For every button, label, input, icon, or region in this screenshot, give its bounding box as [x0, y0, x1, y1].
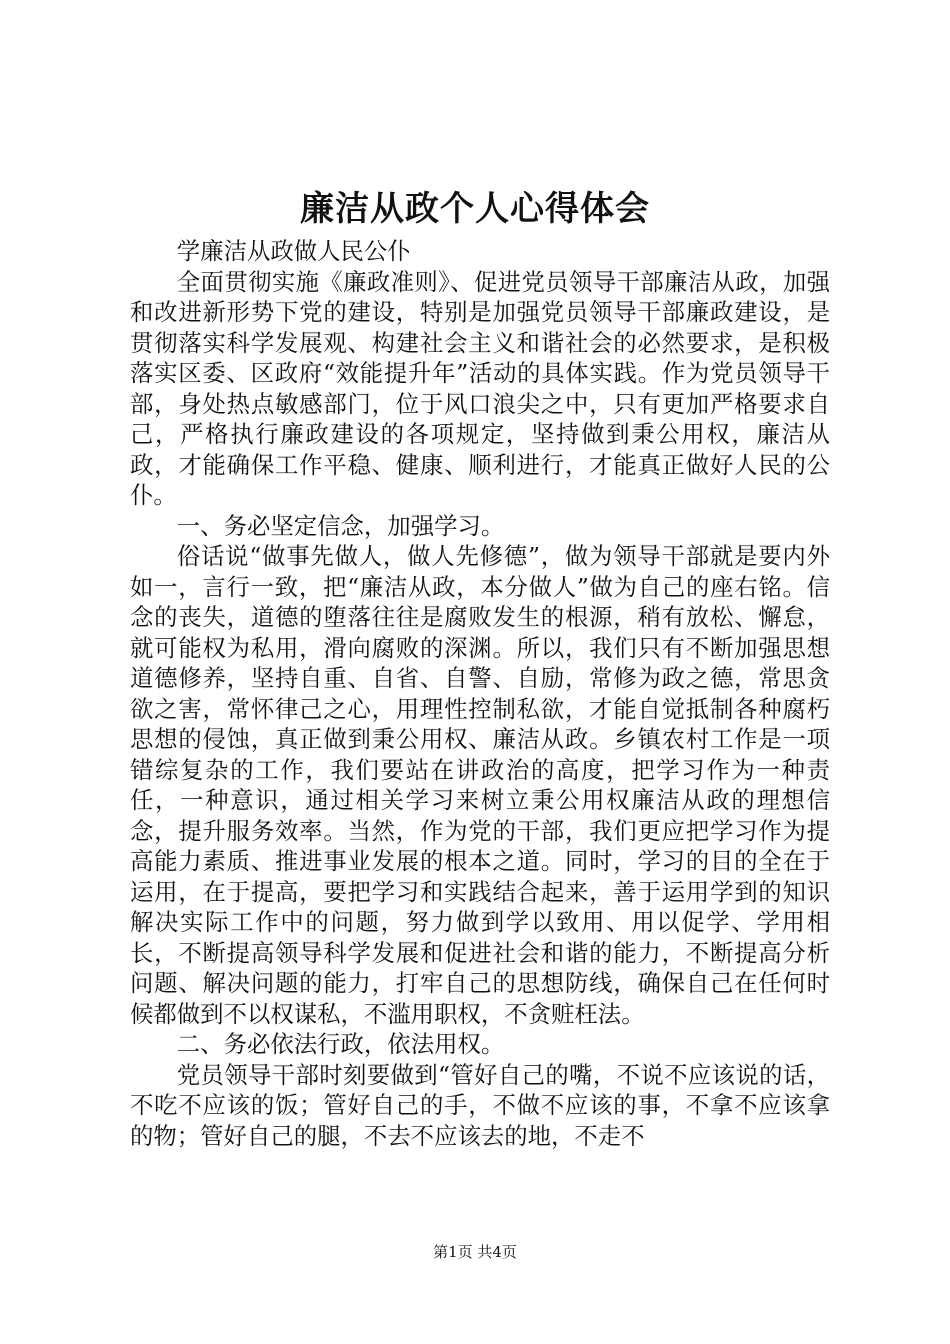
document-body	[130, 236, 830, 1151]
subtitle-paragraph: 学廉洁从政做人民公仆	[176, 237, 411, 265]
intro-paragraph: 全面贯彻实施《廉政准则》、促进党员领导干部廉洁从政，加强和改进新形势下党的建设，特别是加强党员领导干部廉政建设，是贯彻落实科学发展观、构建社会主义和谐社会的必然要求，是积极落实区委、区政府“效能提升年”活动的具体实践。作为党员领导干部，身处热点敏感部门，位于风口浪尖之中，只有更加严格要求自己，严格执行廉政建设的各项规定，坚持做到秉公用权，廉洁从政，才能确保工作平稳、健康、顺利进行，才能真正做好人民的公仆。	[130, 267, 830, 509]
page-footer: 第1页 共4页	[433, 1243, 517, 1261]
section-1-paragraph: 俗话说“做事先做人，做人先修德”，做为领导干部就是要内外如一，言行一致，把“廉洁从政，本分做人”做为自己的座右铭。信念的丧失，道德的堕落往往是腐败发生的根源，稍有放松、懈怠，就可能权为私用，滑向腐败的深渊。所以，我们只有不断加强思想道德修养，坚持自重、自省、自警、自励，常修为政之德，常思贪欲之害，常怀律己之心，用理性控制私欲，才能自觉抵制各种腐朽思想的侵蚀，真正做到秉公用权、廉洁从政。乡镇农村工作是一项错综复杂的工作，我们要站在讲政治的高度，把学习作为一种责任，一种意识，通过相关学习来树立秉公用权廉洁从政的理想信念，提升服务效率。当然，作为党的干部，我们更应把学习作为提高能力素质、推进事业发展的根本之道。同时，学习的目的全在于运用，在于提高，要把学习和实践结合起来，善于运用学到的知识解决实际工作中的问题，努力做到学以致用、用以促学、学用相长，不断提高领导科学发展和促进社会和谐的能力，不断提高分析问题、解决问题的能力，打牢自己的思想防线，确保自己在任何时候都做到不以权谋私，不滥用职权，不贪赃枉法。	[130, 542, 830, 1028]
document-title: 廉洁从政个人心得体会	[300, 189, 650, 229]
section-heading-1: 一、务必坚定信念，加强学习。	[176, 511, 505, 540]
section-2-paragraph: 党员领导干部时刻要做到“管好自己的嘴，不说不应该说的话，不吃不应该的饭；管好自己的手，不做不应该的事，不拿不应该拿的物；管好自己的腿，不去不应该去的地，不走不	[130, 1060, 830, 1150]
section-heading-2: 二、务必依法行政，依法用权。	[176, 1030, 505, 1058]
